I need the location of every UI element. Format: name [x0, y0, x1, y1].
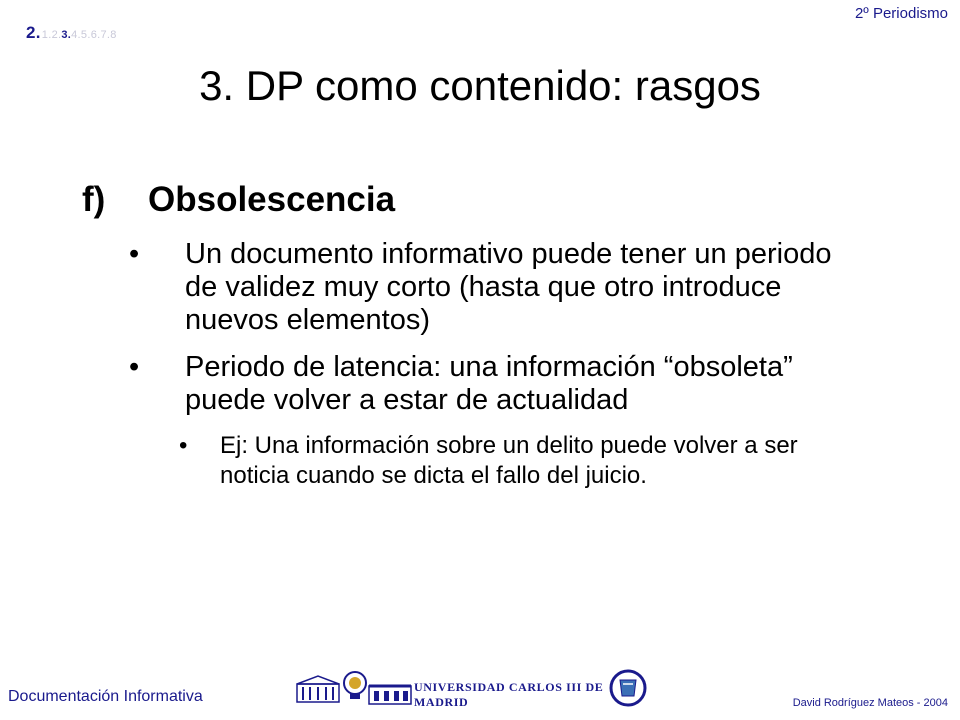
slide-heading [82, 180, 395, 220]
nav-separator: . [97, 29, 101, 41]
slide-title: 3. DP como contenido: rasgos [199, 62, 761, 109]
university-logo-bar [296, 664, 656, 712]
section-nav [26, 23, 117, 43]
nav-subsection-3[interactable]: 3 [61, 29, 68, 41]
bullet-text: Periodo de latencia: una información “obsoleta” puede volver a estar de actualidad [185, 351, 793, 416]
sub-bullet-text: Ej: Una información sobre un delito puede volver a ser noticia cuando se dicta el fallo del juicio. [220, 432, 798, 489]
nav-separator: . [87, 29, 91, 41]
nav-separator: . [106, 29, 111, 41]
nav-subsection-7[interactable]: 7 [100, 29, 107, 41]
bullet-mark: • [129, 238, 140, 270]
nav-subsection-4[interactable]: 4 [71, 29, 78, 41]
bullet-text: Un documento informativo puede tener un periodo de validez muy corto (hasta que otro introduce nuevos elementos) [185, 238, 832, 336]
nav-separator: . [57, 29, 62, 41]
nav-subsection-2[interactable]: 2 [51, 29, 58, 41]
university-emblem-icon [608, 668, 648, 708]
heading-text: Obsolescencia [148, 180, 396, 219]
university-hall-icon [368, 680, 412, 706]
nav-separator: . [67, 29, 72, 41]
sub-bullet-mark: • [179, 432, 188, 459]
university-building-icon [296, 674, 340, 704]
footer-author: David Rodríguez Mateos - 2004 [792, 697, 948, 709]
university-seal-icon [342, 670, 368, 700]
nav-subsection-8[interactable]: 8 [110, 29, 117, 41]
nav-subsection-6[interactable]: 6 [90, 29, 98, 41]
university-name: UNIVERSIDAD CARLOS III DE MADRID [414, 680, 604, 709]
bullet-list [125, 238, 845, 491]
sub-bullet-item [177, 431, 845, 491]
nav-subsection-1[interactable]: 1 [41, 29, 49, 41]
bullet-item [125, 351, 845, 417]
nav-separator: . [77, 29, 81, 41]
course-tag: 2º Periodismo [854, 5, 948, 22]
bullet-mark: • [129, 351, 140, 383]
nav-separator: . [48, 29, 52, 41]
nav-subsection-5[interactable]: 5 [80, 29, 88, 41]
nav-current-section[interactable]: 2. [26, 23, 41, 42]
footer-course-name: Documentación Informativa [8, 688, 203, 705]
heading-letter: f) [82, 180, 106, 219]
bullet-item [125, 238, 845, 337]
